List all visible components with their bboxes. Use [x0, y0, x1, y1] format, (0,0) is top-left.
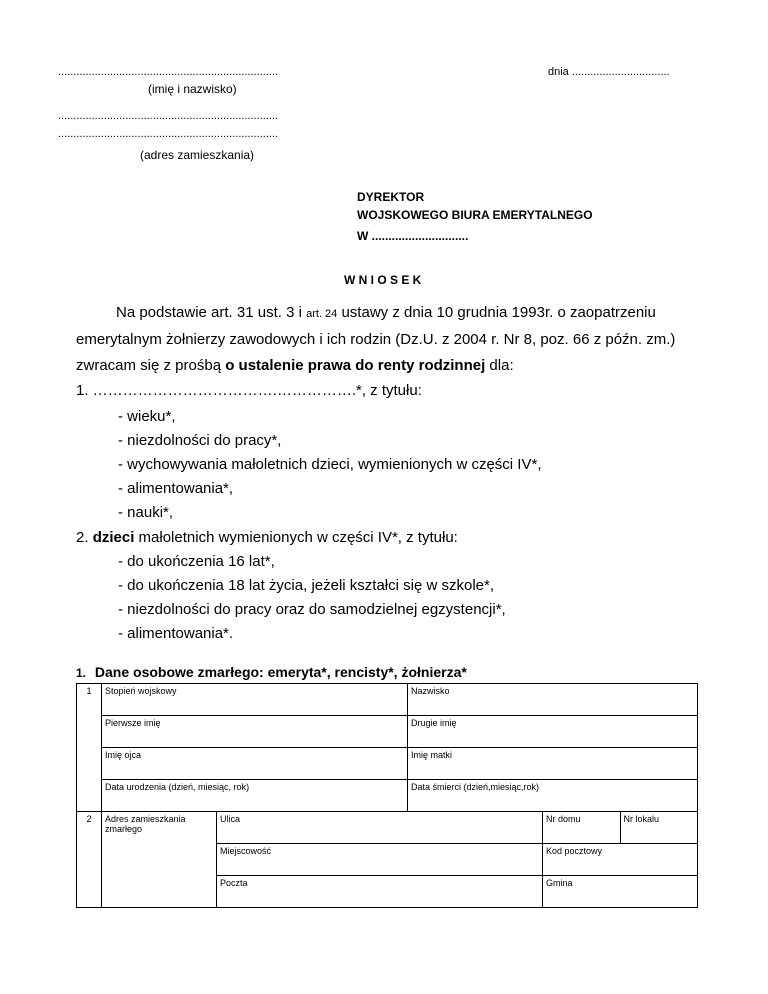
list-item: - wieku*,: [118, 408, 176, 425]
deceased-data-table: [76, 683, 698, 908]
list-item: - wychowywania małoletnich dzieci, wymienionych w części IV*,: [118, 456, 542, 473]
intro-line-2: emerytalnym żołnierzy zawodowych i ich rodzin (Dz.U. z 2004 r. Nr 8, poz. 66 z późn. zm.): [76, 331, 676, 348]
addressee-line-3: W .............................: [357, 229, 469, 243]
addressee-line-1: DYREKTOR: [357, 190, 425, 204]
row-number: 1: [77, 684, 102, 812]
flat-number-field[interactable]: Nr lokalu: [623, 814, 660, 824]
address-caption: (adres zamieszkania): [140, 148, 255, 162]
street-field[interactable]: Ulica: [217, 812, 543, 844]
list-item: - niezdolności do pracy oraz do samodzielnej egzystencji*,: [118, 601, 506, 618]
address-line-1: ........................................................................: [58, 110, 279, 122]
post-office-field[interactable]: Poczta: [217, 876, 543, 908]
commune-field[interactable]: Gmina: [543, 876, 698, 908]
father-name-field[interactable]: Imię ojca: [102, 748, 408, 780]
name-caption: (imię i nazwisko): [148, 82, 237, 96]
address-line-2: ........................................................................: [58, 128, 279, 140]
date-field: dnia ................................: [548, 66, 670, 78]
row-number: 2: [77, 812, 102, 908]
section-heading: 1. Dane osobowe zmarłego: emeryta*, rencisty*, żołnierza*: [76, 664, 467, 680]
surname-field[interactable]: Nazwisko: [408, 684, 698, 716]
house-number-label: Nr domu: [543, 812, 620, 843]
house-number-field[interactable]: [543, 812, 698, 844]
postcode-field[interactable]: Kod pocztowy: [543, 844, 698, 876]
first-name-field[interactable]: Pierwsze imię: [102, 716, 408, 748]
point-1: 1. ……………………………….…………….*, z tytułu:: [76, 382, 422, 399]
name-line: ........................................................................: [58, 66, 279, 78]
intro-line-3: zwracam się z prośbą o ustalenie prawa do renty rodzinnej dla:: [76, 357, 514, 374]
list-item: - do ukończenia 18 lat życia, jeżeli kształci się w szkole*,: [118, 577, 494, 594]
list-item: - do ukończenia 16 lat*,: [118, 553, 275, 570]
list-item: - alimentowania*,: [118, 480, 234, 497]
list-item: - alimentowania*.: [118, 625, 234, 642]
city-field[interactable]: Miejscowość: [217, 844, 543, 876]
list-item: - niezdolności do pracy*,: [118, 432, 282, 449]
birth-date-field[interactable]: Data urodzenia (dzień, miesiąc, rok): [102, 780, 408, 812]
list-item: - nauki*,: [118, 504, 174, 521]
document-title: W N I O S E K: [344, 273, 422, 287]
point-2: 2. dzieci małoletnich wymienionych w części IV*, z tytułu:: [76, 529, 458, 546]
mother-name-field[interactable]: Imię matki: [408, 748, 698, 780]
rank-field[interactable]: Stopień wojskowy: [102, 684, 408, 716]
second-name-field[interactable]: Drugie imię: [408, 716, 698, 748]
addressee-line-2: WOJSKOWEGO BIURA EMERYTALNEGO: [357, 208, 593, 222]
address-label: Adres zamieszkania zmarłego: [102, 812, 217, 908]
intro-line-1: Na podstawie art. 31 ust. 3 i art. 24 ustawy z dnia 10 grudnia 1993r. o zaopatrzeniu: [116, 304, 656, 321]
death-date-field[interactable]: Data śmierci (dzień,miesiąc,rok): [408, 780, 698, 812]
